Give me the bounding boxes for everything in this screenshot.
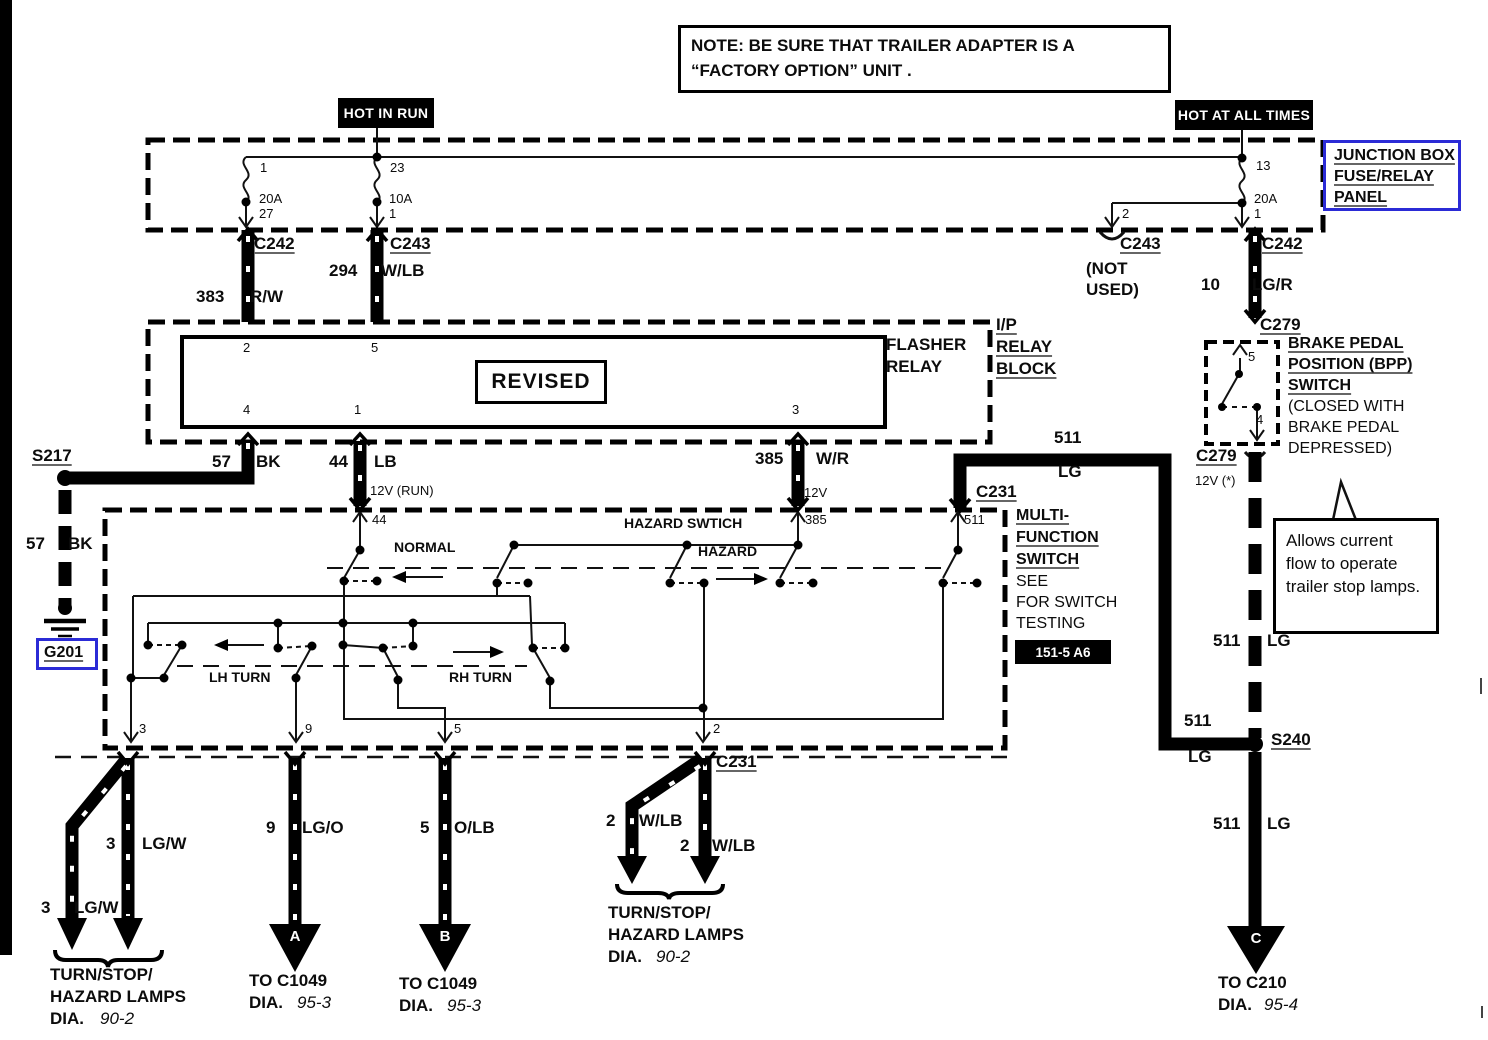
wire-57b-color: BK <box>68 534 93 553</box>
bpp-desc-1: (CLOSED WITH <box>1288 398 1405 415</box>
dest-c210-dia-num: 95-4 <box>1264 995 1299 1014</box>
connector-c243-left: C243 <box>390 234 431 253</box>
wire-3b-id: 3 <box>41 898 51 917</box>
ip-relay-block-3: BLOCK <box>996 359 1057 378</box>
volt-12v-star: 12V (*) <box>1195 473 1236 488</box>
wire-9-color: LG/O <box>302 818 344 837</box>
wire-511b-id: 511 <box>1213 631 1241 650</box>
hot-in-run-banner: HOT IN RUN <box>338 98 434 128</box>
wire-3b-color: LG/W <box>74 898 119 917</box>
fuse1-pin: 1 <box>260 160 268 175</box>
mfs-see-3: TESTING <box>1016 615 1086 632</box>
bpp-desc-3: DEPRESSED) <box>1288 440 1393 457</box>
bpp-desc-2: BRAKE PEDAL <box>1288 419 1400 436</box>
wire-511a-id: 511 <box>1054 428 1082 447</box>
fuse3-out-pin: 1 <box>1254 206 1262 221</box>
wire-294-color: W/LB <box>381 261 425 280</box>
connector-c242-right: C242 <box>1262 234 1303 253</box>
g201-frame <box>36 638 98 670</box>
connector-c279-bottom: C279 <box>1196 446 1237 465</box>
mfs-name-3: SWITCH <box>1016 551 1080 568</box>
dest-lamps-mid-dia-num: 90-2 <box>656 947 691 966</box>
not-used-pin: 2 <box>1122 206 1130 221</box>
relay-pin-1: 1 <box>354 402 362 417</box>
wire-57-color: BK <box>256 452 281 471</box>
connector-c242-left: C242 <box>254 234 295 253</box>
callout-pointer <box>1333 482 1356 520</box>
wire-2a-id: 2 <box>606 811 616 830</box>
fuse1-out-pin: 27 <box>259 206 274 221</box>
bpp-contact-dots <box>1218 370 1261 411</box>
mfs-out-9: 9 <box>305 721 313 736</box>
mfs-see-2: FOR SWITCH <box>1016 594 1118 611</box>
mfs-rh-turn-label: RH TURN <box>449 669 512 685</box>
wire-10-color: LG/R <box>1252 275 1293 294</box>
mfs-out-3: 3 <box>139 721 147 736</box>
ground-symbol <box>44 621 86 636</box>
wire-294-id: 294 <box>329 261 358 280</box>
wire-2b-color: W/LB <box>712 836 756 855</box>
wire-511d-id: 511 <box>1213 814 1241 833</box>
fuse3-pin: 13 <box>1256 158 1271 173</box>
flasher-relay-label-2: RELAY <box>886 357 943 376</box>
ground-g201-label: G201 <box>44 644 84 661</box>
wire-57-id: 57 <box>212 452 231 471</box>
junction-box-label-frame <box>1323 140 1461 211</box>
wire-3a-id: 3 <box>106 834 116 853</box>
dest-c1049-a: TO C1049 <box>249 971 328 990</box>
hot-at-all-times-banner: HOT AT ALL TIMES <box>1175 100 1313 130</box>
mfs-out-5: 5 <box>454 721 462 736</box>
junction-box-line1: JUNCTION BOX <box>1334 147 1455 164</box>
ip-relay-block-2: RELAY <box>996 337 1053 356</box>
arrow-b-letter: B <box>439 928 451 945</box>
wire-2a-color: W/LB <box>639 811 683 830</box>
wire-9-id: 9 <box>266 818 276 837</box>
mfs-see-1: SEE <box>1016 573 1049 590</box>
mfs-arrowheads <box>214 571 768 658</box>
dest-c1049-b-dia-num: 95-3 <box>447 996 482 1015</box>
wire-5-color: O/LB <box>454 818 495 837</box>
junction-box-line2: FUSE/RELAY <box>1334 168 1434 185</box>
mfs-contact-dots <box>127 541 982 713</box>
note-box: NOTE: BE SURE THAT TRAILER ADAPTER IS A “FACTORY OPTION” UNIT . <box>678 25 1171 93</box>
arrow-a-letter: A <box>289 928 301 945</box>
wire-385-id: 385 <box>755 449 784 468</box>
dest-c1049-a-dia: DIA. <box>249 993 283 1012</box>
relay-pin-2: 2 <box>243 340 251 355</box>
fuse1-rating: 20A <box>259 191 283 206</box>
fuse2-rating: 10A <box>389 191 413 206</box>
wire-10-id: 10 <box>1201 275 1220 294</box>
wire-44-color: LB <box>374 452 397 471</box>
dest-c1049-a-dia-num: 95-3 <box>297 993 332 1012</box>
flasher-relay-label-1: FLASHER <box>886 335 967 354</box>
splice-s217-label: S217 <box>32 446 72 465</box>
wire-511c-color: LG <box>1188 747 1212 766</box>
mfs-normal-label: NORMAL <box>394 539 456 555</box>
fuse2-pin: 23 <box>390 160 405 175</box>
connector-cups <box>118 229 1265 764</box>
stop-lamp-callout: Allows current flow to operate trailer stop lamps. <box>1273 518 1439 634</box>
fuse3-rating: 20A <box>1254 191 1278 206</box>
dest-c1049-b-dia: DIA. <box>399 996 433 1015</box>
connector-c279-top: C279 <box>1260 315 1301 334</box>
mfs-in-511: 511 <box>964 512 985 527</box>
mfs-in-44: 44 <box>372 512 387 527</box>
fuse2-out-pin: 1 <box>389 206 397 221</box>
wire-511c-id: 511 <box>1184 711 1212 730</box>
bpp-pin-5: 5 <box>1248 349 1256 364</box>
wire-3a-color: LG/W <box>142 834 187 853</box>
dest-lamps-mid-dia: DIA. <box>608 947 642 966</box>
not-used-label-1: (NOT <box>1086 259 1128 278</box>
arrow-c-letter: C <box>1250 930 1262 947</box>
dest-lamps-left-dia-num: 90-2 <box>100 1009 135 1028</box>
volt-12v: 12V <box>804 485 828 500</box>
wire-383-id: 383 <box>196 287 225 306</box>
splice-s240-label: S240 <box>1271 730 1311 749</box>
dest-c210: TO C210 <box>1218 973 1287 992</box>
relay-pin-5: 5 <box>371 340 379 355</box>
relay-pin-3: 3 <box>792 402 800 417</box>
bpp-name-3: SWITCH <box>1288 377 1352 394</box>
scan-tick-artifacts <box>1481 678 1482 1018</box>
dest-lamps-left-2: HAZARD LAMPS <box>50 987 186 1006</box>
wire-57b-id: 57 <box>26 534 45 553</box>
dest-lamps-mid-1: TURN/STOP/ <box>608 903 711 922</box>
wire-2b-id: 2 <box>680 836 690 855</box>
mfs-name-1: MULTI- <box>1016 507 1070 524</box>
junction-box-outline <box>105 140 1323 748</box>
bpp-name-2: POSITION (BPP) <box>1288 356 1413 373</box>
volt-12v-run: 12V (RUN) <box>370 483 434 498</box>
mfs-name-2: FUNCTION <box>1016 529 1099 546</box>
connector-c243-right: C243 <box>1120 234 1161 253</box>
wire-511d-color: LG <box>1267 814 1291 833</box>
mfs-in-385: 385 <box>805 512 827 527</box>
wire-511a-color: LG <box>1058 462 1082 481</box>
dest-c1049-b: TO C1049 <box>399 974 478 993</box>
mfs-test-reference-badge: 151-5 A6 <box>1015 640 1111 664</box>
mfs-hazard-switch-label: HAZARD SWTICH <box>624 515 743 531</box>
junction-box-line3: PANEL <box>1334 189 1388 206</box>
ip-relay-block-1: I/P <box>996 315 1017 334</box>
wire-44-id: 44 <box>329 452 348 471</box>
mfs-lh-turn-label: LH TURN <box>209 669 271 685</box>
wire-5-id: 5 <box>420 818 430 837</box>
fuse-circuit-lines <box>239 128 1249 239</box>
bpp-switch-lines <box>1222 345 1265 458</box>
mfs-internal-lines <box>124 512 977 742</box>
connector-c231-bottom: C231 <box>716 752 757 771</box>
dest-lamps-mid-2: HAZARD LAMPS <box>608 925 744 944</box>
dest-lamps-left-1: TURN/STOP/ <box>50 965 153 984</box>
connector-c231-top: C231 <box>976 482 1017 501</box>
revised-stamp: REVISED <box>475 360 607 404</box>
mfs-out-2: 2 <box>713 721 721 736</box>
relay-pin-4: 4 <box>243 402 251 417</box>
dest-c210-dia: DIA. <box>1218 995 1252 1014</box>
not-used-label-2: USED) <box>1086 280 1139 299</box>
wire-511b-color: LG <box>1267 631 1291 650</box>
wire-383-color: R/W <box>250 287 284 306</box>
bpp-name-1: BRAKE PEDAL <box>1288 335 1404 352</box>
bpp-pin-4: 4 <box>1256 412 1264 427</box>
dest-lamps-left-dia: DIA. <box>50 1009 84 1028</box>
wire-385-color: W/R <box>816 449 850 468</box>
mfs-hazard-label: HAZARD <box>698 543 758 559</box>
